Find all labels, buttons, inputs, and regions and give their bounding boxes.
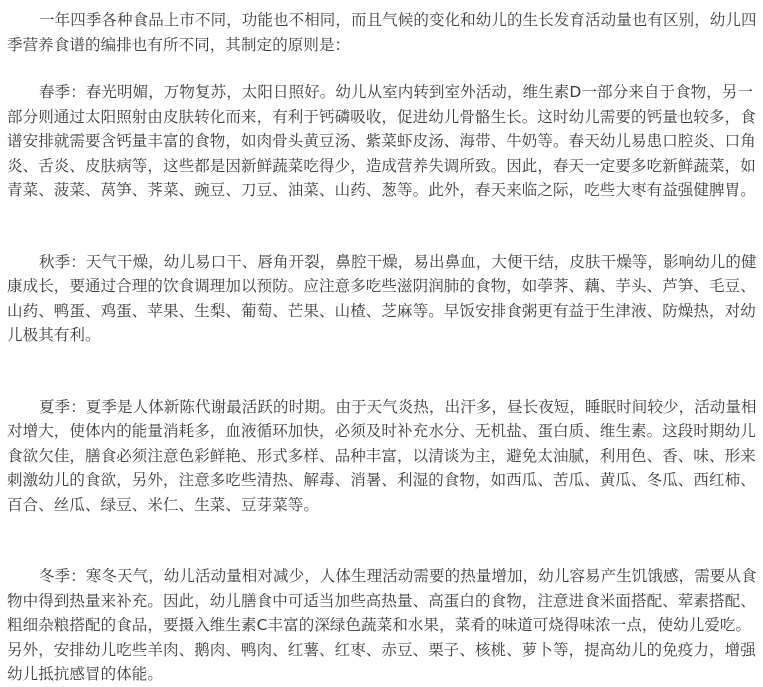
paragraph-gap (7, 57, 758, 80)
spring-paragraph: 春季：春光明媚，万物复苏，太阳日照好。幼儿从室内转到室外活动，维生素D一部分来自于食物，另一部分则通过太阳照射由皮肤转化而来，有利于钙磷吸收，促进幼儿骨骼生长。这时幼儿需要的钙量也较多，食谱安排就需要含钙量丰富的食物，如肉骨头黄豆汤、紫菜虾皮汤、海带、牛奶等。春天幼儿易患口腔炎、口角炎、舌炎、皮肤病等，这些都是因新鲜蔬菜吃得少，造成营养失调所致。因此，春天一定要多吃新鲜蔬菜，如青菜、菠菜、莴笋、荠菜、豌豆、刀豆、油菜、山药、葱等。此外，春天来临之际，吃些大枣有益强健脾胃。 (7, 83, 756, 199)
winter-paragraph: 冬季：寒冬天气，幼儿活动量相对减少，人体生理活动需要的热量增加，幼儿容易产生饥饿感，需要从食物中得到热量来补充。因此，幼儿膳食中可适当加些高热量、高蛋白的食物，注意进食米面搭配、荤素搭配、粗细杂粮搭配的食品，要摄入维生素C丰富的深绿色蔬菜和水果，菜肴的味道可烧得味浓一点，使幼儿爱吃。另外，安排幼儿吃些羊肉、鹅肉、鸭肉、红薯、红枣、赤豆、栗子、核桃、萝卜等，提高幼儿的免疫力，增强幼儿抵抗感冒的体能。 (7, 567, 757, 683)
intro-paragraph: 一年四季各种食品上市不同，功能也不相同，而且气候的变化和幼儿的生长发育活动量也有区别，幼儿四季营养食谱的编排也有所不同，其制定的原则是： (7, 11, 757, 54)
paragraph-gap (7, 348, 758, 395)
paragraph-gap (7, 517, 758, 564)
autumn-paragraph: 秋季：天气干燥，幼儿易口干、唇角开裂，鼻腔干燥，易出鼻血，大便干结，皮肤干燥等，影响幼儿的健康成长，要通过合理的饮食调理加以预防。应注意多吃些滋阴润肺的食物，如荸荠、藕、芋头、芦笋、毛豆、山药、鸭蛋、鸡蛋、苹果、生梨、葡萄、芒果、山楂、芝麻等。早饭安排食粥更有益于生津液、防燥热，对幼儿极其有利。 (7, 252, 757, 344)
paragraph-gap (7, 203, 758, 250)
summer-paragraph: 夏季：夏季是人体新陈代谢最活跃的时期。由于天气炎热，出汗多，昼长夜短，睡眠时间较少，活动量相对增大，使体内的能量消耗多，血液循环加快，必须及时补充水分、无机盐、蛋白质、维生素。这段时期幼儿食欲欠佳，膳食必须注意色彩鲜艳、形式多样、品种丰富，以清谈为主，避免太油腻，利用色、香、味、形来刺激幼儿的食欲，另外，注意多吃些清热、解毒、消暑、利湿的食物，如西瓜、苦瓜、黄瓜、冬瓜、西红柿、百合、丝瓜、绿豆、米仁、生菜、豆芽菜等。 (7, 397, 757, 514)
